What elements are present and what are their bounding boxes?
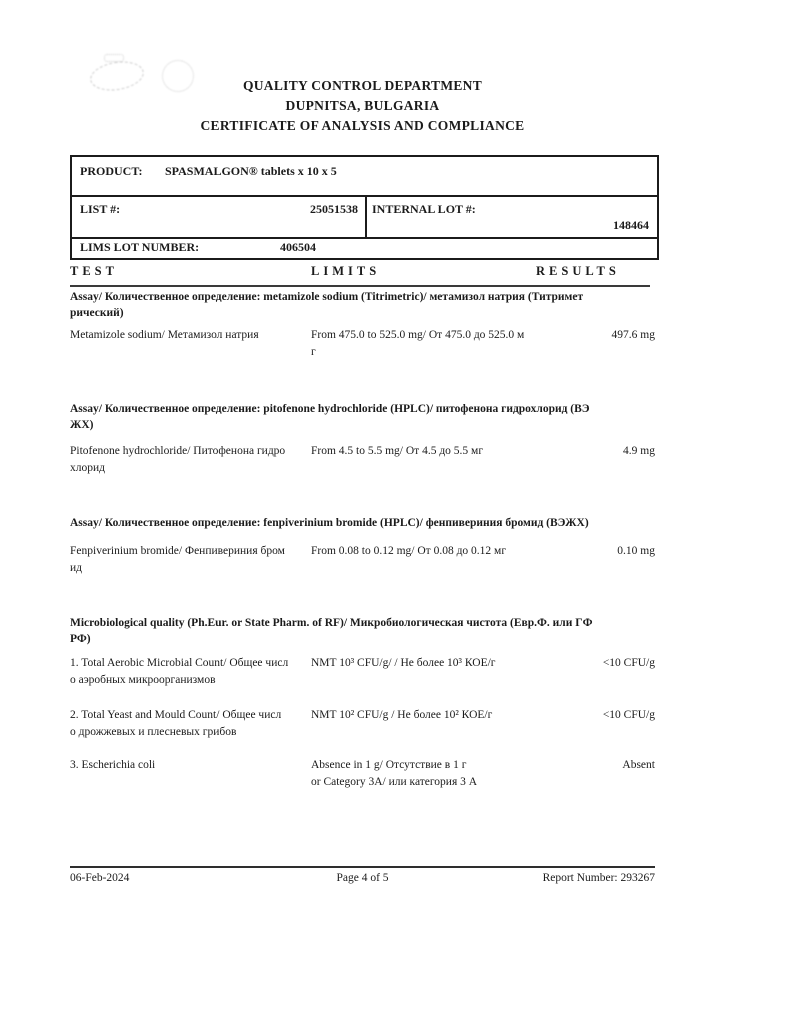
limit-text: From 475.0 to 525.0 mg/ От 475.0 до 525.0 м	[311, 329, 525, 341]
test-name: Pitofenone hydrochloride/ Питофенона гидро	[70, 445, 286, 457]
test-cell	[70, 327, 311, 360]
table-row-fenpiverinium	[70, 543, 655, 576]
test-name: о аэробных микроорганизмов	[70, 673, 216, 686]
section-heading-pitofenone	[70, 402, 655, 433]
column-header-rule	[70, 285, 650, 287]
section-heading-microbiological	[70, 616, 655, 647]
test-name: хлорид	[70, 461, 105, 474]
result-value: <10 CFU/g	[602, 657, 655, 669]
limits-cell	[311, 655, 536, 688]
column-header-results: RESULTS	[536, 264, 620, 278]
limits-cell	[311, 443, 536, 476]
result-value: <10 CFU/g	[602, 709, 655, 721]
header-location: DUPNITSA, BULGARIA	[285, 98, 440, 113]
stamp-smudge	[104, 54, 124, 62]
limits-cell	[311, 327, 536, 360]
section-heading-line: Assay/ Количественное определение: pitofenone hydrochloride (HPLC)/ питофенона гидрохлорид (ВЭ	[70, 403, 590, 415]
limit-text: From 0.08 to 0.12 mg/ От 0.08 до 0.12 мг	[311, 545, 507, 557]
section-heading-line: ЖХ)	[70, 418, 94, 431]
section-heading-line: рический)	[70, 306, 124, 319]
table-row-pitofenone	[70, 443, 655, 476]
limit-text: or Category 3A/ или категория 3 А	[311, 775, 478, 788]
internal-lot-cell	[367, 197, 657, 237]
test-name: Metamizole sodium/ Метамизол натрия	[70, 329, 259, 341]
column-header-test: TEST	[70, 264, 118, 278]
test-cell	[70, 443, 311, 476]
internal-lot-label: INTERNAL LOT #:	[372, 202, 476, 216]
list-number-value: 25051538	[310, 202, 358, 216]
limits-cell	[311, 757, 536, 790]
section-heading-metamizole	[70, 290, 655, 321]
product-row	[72, 157, 657, 197]
list-number-label: LIST #:	[80, 202, 121, 216]
test-name: ид	[70, 561, 83, 574]
result-value: Absent	[622, 759, 655, 771]
footer-rule	[70, 866, 655, 868]
column-header-limits: LIMITS	[311, 264, 381, 278]
limit-text: NMT 10² CFU/g / Не более 10² КОЕ/г	[311, 709, 493, 721]
result-value: 0.10 mg	[617, 545, 655, 557]
product-info-table	[70, 155, 659, 260]
test-cell	[70, 543, 311, 576]
section-heading-line: Assay/ Количественное определение: metamizole sodium (Titrimetric)/ метамизол натрия (Титримет	[70, 291, 584, 303]
table-row-metamizole	[70, 327, 655, 360]
limit-text: From 4.5 to 5.5 mg/ От 4.5 до 5.5 мг	[311, 445, 484, 457]
test-name: Fenpiverinium bromide/ Фенпивериния бром	[70, 545, 285, 557]
lims-lot-value: 406504	[280, 240, 316, 254]
page-title: CERTIFICATE OF ANALYSIS AND COMPLIANCE	[200, 118, 525, 133]
document-header	[70, 76, 655, 136]
section-heading-fenpiverinium	[70, 516, 655, 532]
lims-lot-row	[72, 239, 657, 258]
result-value: 497.6 mg	[611, 329, 655, 341]
section-heading-line: Microbiological quality (Ph.Eur. or State Pharm. of RF)/ Микробиологическая чистота (Евр.Ф. или ГФ	[70, 617, 593, 629]
limits-cell	[311, 543, 536, 576]
result-value: 4.9 mg	[623, 445, 655, 457]
header-department: QUALITY CONTROL DEPARTMENT	[242, 78, 483, 93]
lims-lot-label: LIMS LOT NUMBER:	[80, 240, 200, 254]
product-label: PRODUCT:	[80, 164, 143, 178]
footer-date: 06-Feb-2024	[70, 872, 130, 884]
limit-text: г	[311, 345, 316, 358]
table-row-tamc	[70, 655, 655, 688]
limits-cell	[311, 707, 536, 740]
lot-row	[72, 197, 657, 239]
internal-lot-value: 148464	[613, 218, 649, 232]
footer-page-number: Page 4 of 5	[336, 872, 389, 884]
product-value: SPASMALGON® tablets x 10 x 5	[165, 164, 337, 178]
section-heading-line: Assay/ Количественное определение: fenpiverinium bromide (HPLC)/ фенпивериния бромид (ВЭЖХ)	[70, 517, 589, 529]
list-number-cell	[72, 197, 367, 237]
test-cell	[70, 707, 311, 740]
limit-text: NMT 10³ CFU/g/ / Не более 10³ КОЕ/г	[311, 657, 496, 669]
results-column-headers	[70, 264, 655, 282]
test-name: 2. Total Yeast and Mould Count/ Общее числ	[70, 709, 282, 721]
footer-report-number: Report Number: 293267	[542, 872, 655, 884]
test-cell	[70, 655, 311, 688]
test-name: о дрожжевых и плесневых грибов	[70, 725, 237, 738]
table-row-tymc	[70, 707, 655, 740]
limit-text: Absence in 1 g/ Отсутствие в 1 г	[311, 759, 467, 771]
test-name: 3. Escherichia coli	[70, 759, 156, 771]
test-cell	[70, 757, 311, 790]
section-heading-line: РФ)	[70, 632, 91, 645]
document-footer	[70, 872, 655, 884]
table-row-ecoli	[70, 757, 655, 790]
test-name: 1. Total Aerobic Microbial Count/ Общее числ	[70, 657, 289, 669]
